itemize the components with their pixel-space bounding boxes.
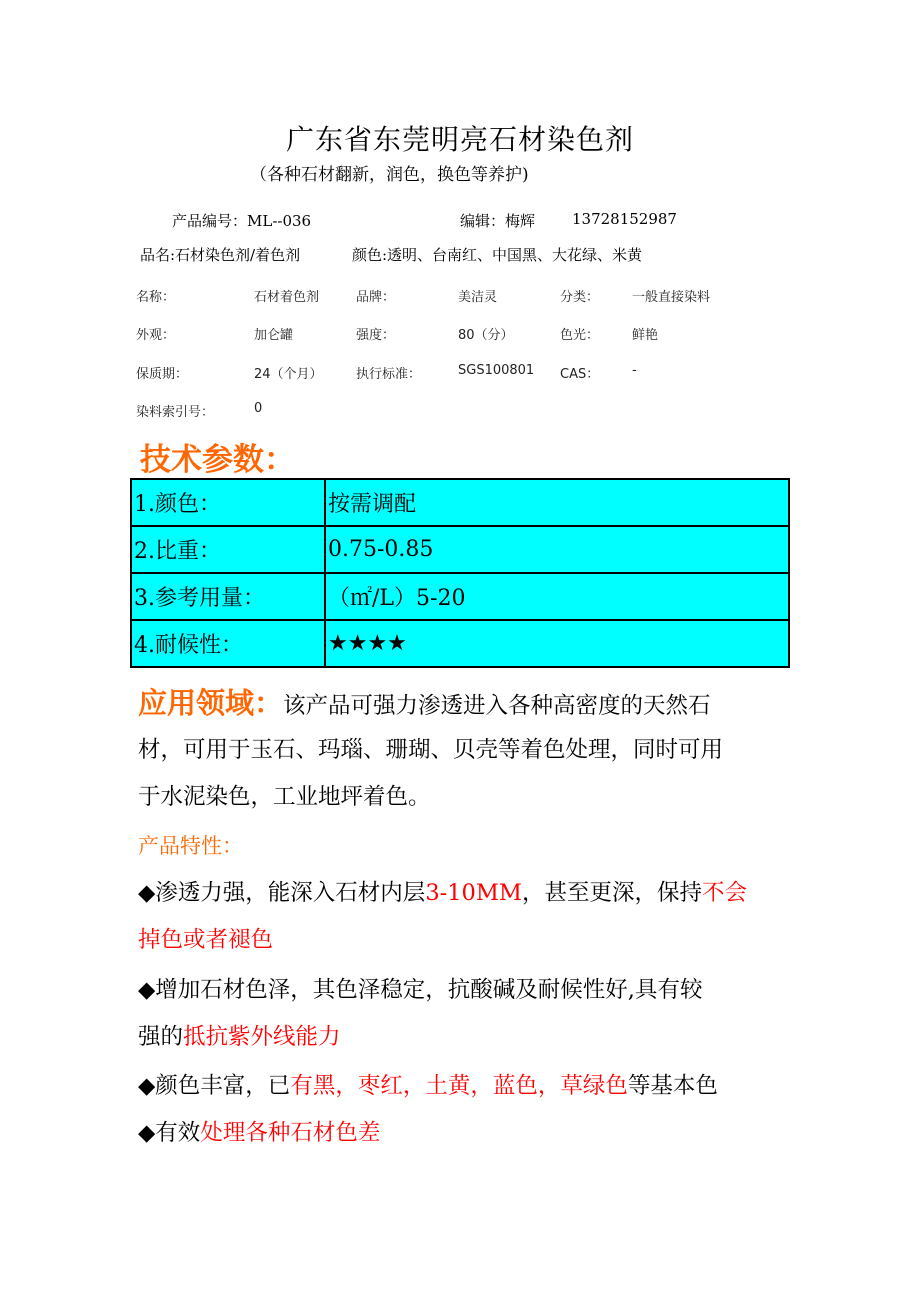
- table-row: [131, 573, 789, 620]
- spec-key: 保质期：: [136, 367, 189, 382]
- table-row: [131, 479, 789, 526]
- feature-item: [138, 1063, 718, 1110]
- features-heading: 产品特性：: [138, 834, 243, 858]
- spec-value: 石材着色剂: [254, 290, 320, 305]
- feature-text: ◆有效: [138, 1120, 201, 1146]
- feature-text: ◆颜色丰富，已: [138, 1073, 291, 1099]
- product-name: 品名:石材染色剂/着色剂: [140, 246, 301, 264]
- feature-text: ，甚至更深，保持: [521, 880, 702, 906]
- application-text: 该产品可强力渗透进入各种高密度的天然石: [283, 693, 711, 719]
- param-value: ★★★★: [325, 620, 789, 667]
- spec-value: 加仑罐: [254, 328, 294, 343]
- feature-text: ◆渗透力强，能深入石材内层: [138, 880, 426, 906]
- page-title: 广东省东莞明亮石材染色剂: [285, 123, 634, 156]
- spec-key: 外观：: [136, 328, 176, 343]
- feature-highlight: 处理各种石材色差: [200, 1120, 381, 1146]
- product-colors: 颜色:透明、台南红、中国黑、大花绿、米黄: [352, 246, 643, 264]
- param-label: 1.颜色：: [131, 479, 325, 526]
- feature-text: 等基本色: [627, 1073, 718, 1099]
- feature-highlight: 有黑，枣红，土黄，蓝色，草绿色: [290, 1073, 628, 1099]
- spec-key: 强度：: [356, 328, 396, 343]
- spec-value: 一般直接染料: [632, 290, 711, 305]
- product-number: 产品编号：ML--036: [172, 212, 312, 230]
- feature-highlight: 掉色或者褪色: [138, 927, 274, 953]
- feature-item: [138, 1014, 341, 1061]
- feature-highlight: 抵抗紫外线能力: [183, 1024, 341, 1050]
- spec-key: 品牌：: [356, 290, 396, 305]
- spec-value: SGS100801: [458, 363, 535, 378]
- spec-key: 名称：: [136, 290, 176, 305]
- feature-highlight: 不会: [701, 880, 747, 906]
- subtitle: （各种石材翻新，润色，换色等养护): [250, 165, 529, 185]
- application-heading: 应用领域：: [138, 686, 284, 720]
- spec-key: CAS：: [560, 367, 600, 382]
- tech-table: [130, 478, 790, 668]
- spec-key: 染料索引号：: [136, 405, 215, 420]
- spec-key: 色光：: [560, 328, 600, 343]
- spec-value: 美洁灵: [458, 290, 498, 305]
- param-value: 0.75-0.85: [325, 526, 789, 573]
- spec-value: 80（分）: [458, 328, 514, 343]
- application-line: [138, 680, 711, 730]
- param-value: 按需调配: [325, 479, 789, 526]
- table-row: [131, 526, 789, 573]
- feature-item: ◆增加石材色泽，其色泽稳定，抗酸碱及耐候性好,具有较: [138, 977, 703, 1003]
- application-line: 于水泥染色，工业地坪着色。: [138, 784, 431, 810]
- param-label: 4.耐候性：: [131, 620, 325, 667]
- param-label: 3.参考用量：: [131, 573, 325, 620]
- feature-item: [138, 1110, 380, 1157]
- phone-number: 13728152987: [572, 210, 677, 228]
- param-label: 2.比重：: [131, 526, 325, 573]
- param-value: （㎡/L）5-20: [325, 573, 789, 620]
- spec-key: 分类：: [560, 290, 600, 305]
- feature-highlight: 3-10MM: [425, 880, 522, 906]
- spec-value: 鲜艳: [632, 328, 659, 343]
- spec-value: 0: [254, 401, 263, 416]
- tech-heading: 技术参数：: [140, 442, 295, 478]
- spec-key: 执行标准：: [356, 367, 422, 382]
- spec-value: 24（个月）: [254, 367, 323, 382]
- application-line: 材，可用于玉石、玛瑙、珊瑚、贝壳等着色处理，同时可用: [138, 737, 724, 763]
- editor: 编辑：梅辉: [460, 212, 536, 230]
- feature-item: [138, 870, 747, 917]
- feature-text: 强的: [138, 1024, 184, 1050]
- spec-value: -: [632, 363, 637, 378]
- table-row: [131, 620, 789, 667]
